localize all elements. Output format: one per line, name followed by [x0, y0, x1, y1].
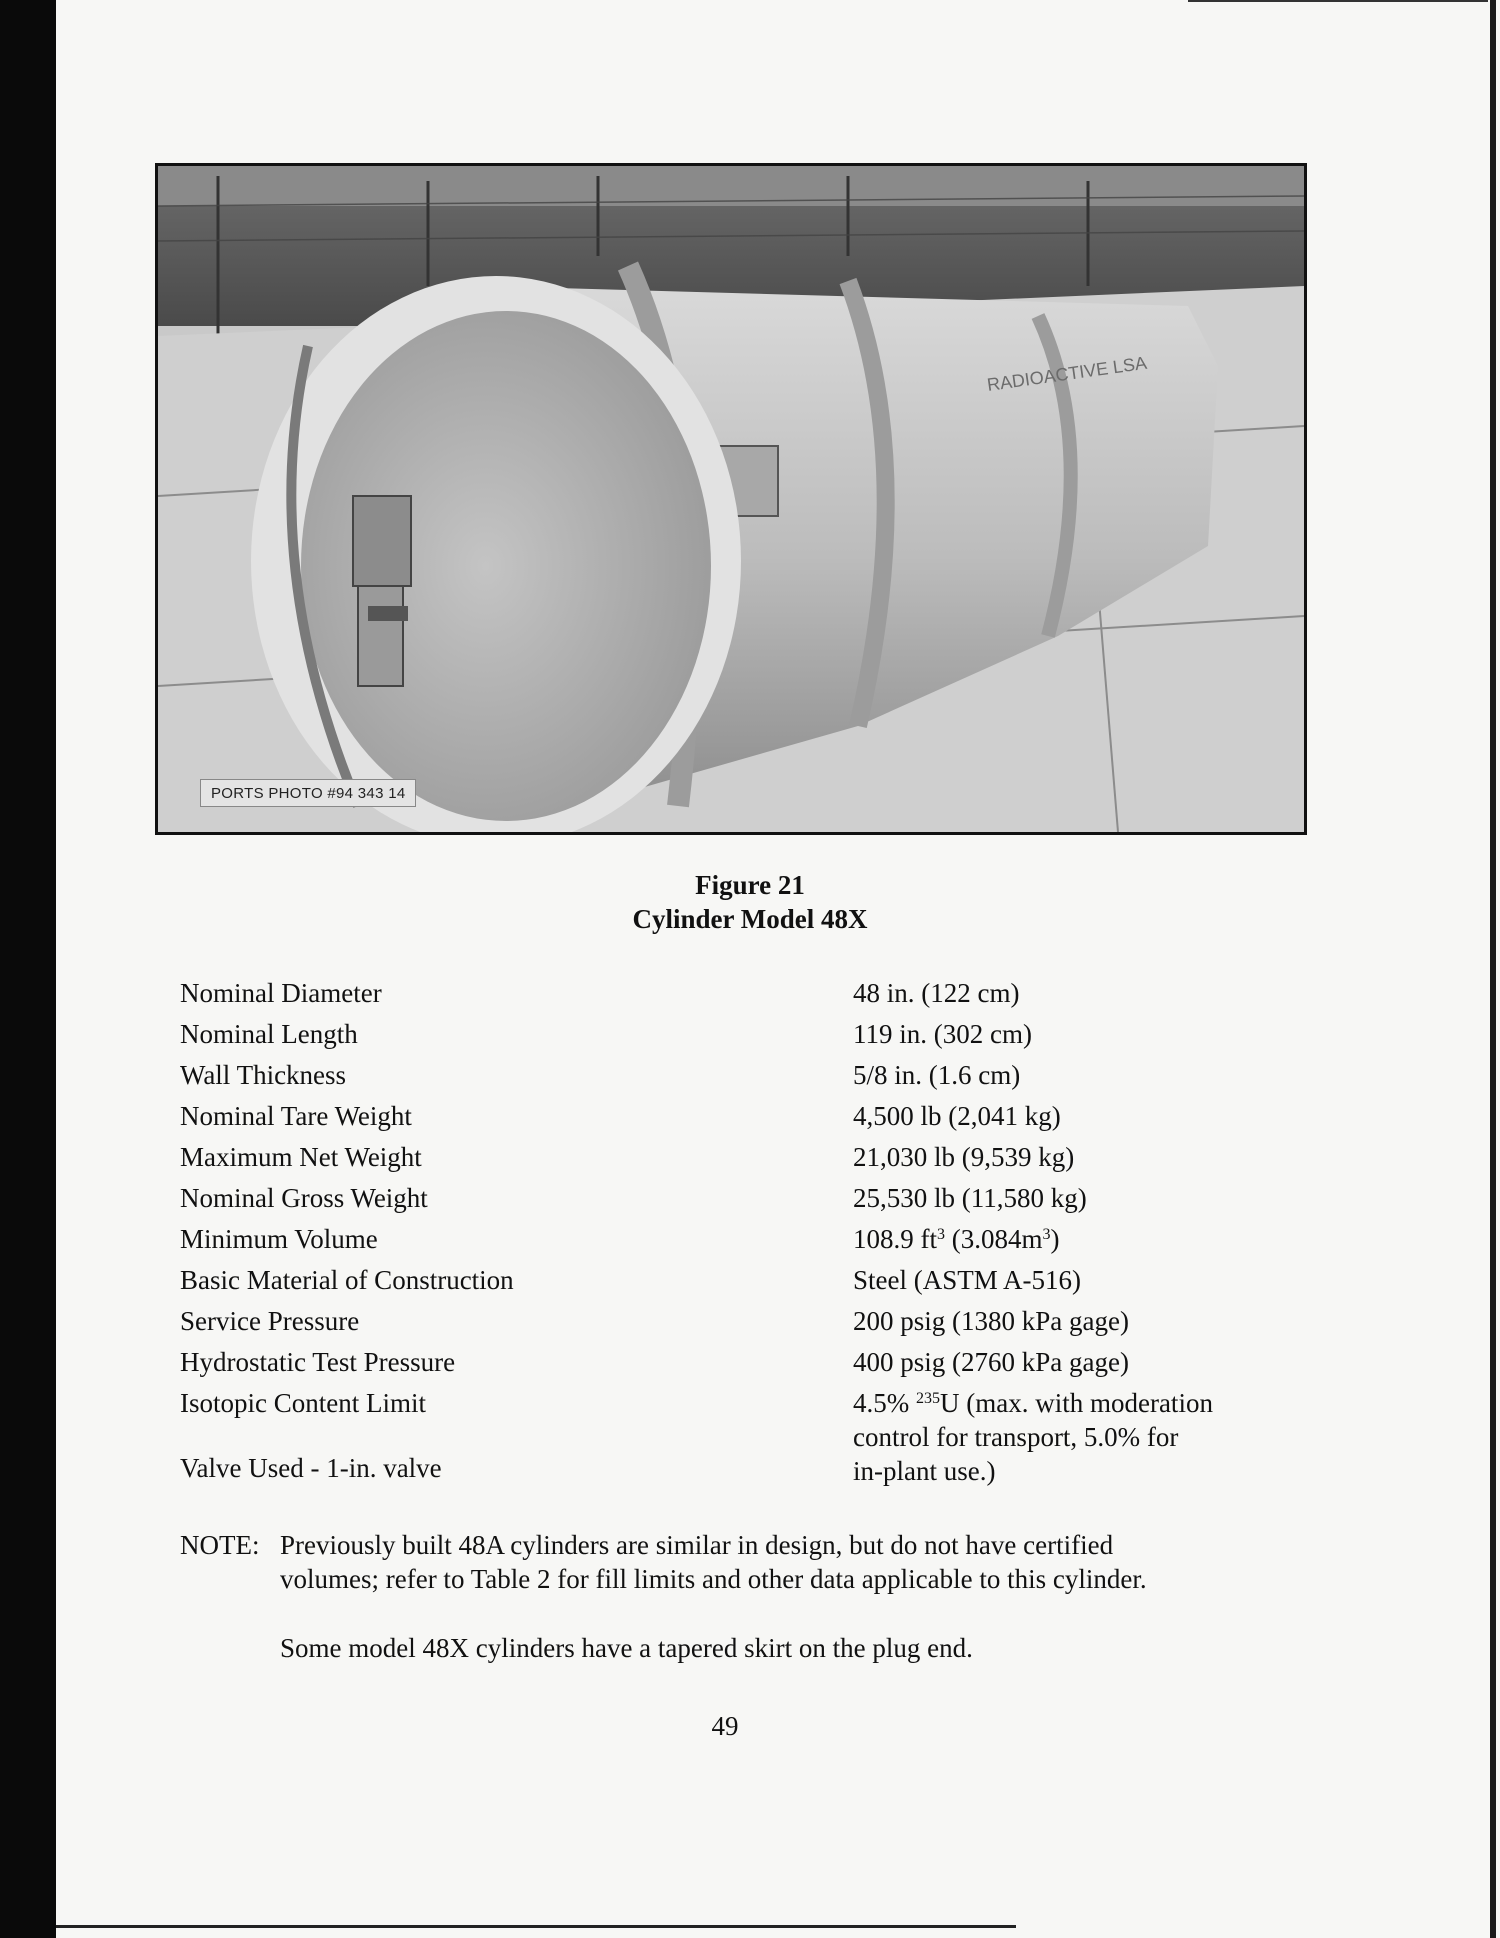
spec-label: Hydrostatic Test Pressure — [180, 1347, 456, 1377]
valve-label: Valve Used - 1-in. valve — [180, 1453, 442, 1483]
spec-row — [180, 1099, 1340, 1140]
spec-label: Service Pressure — [180, 1306, 360, 1336]
cylinder-photo — [155, 163, 1307, 835]
isotopic-percent: 4.5% — [853, 1388, 916, 1418]
spec-value: 48 in. (122 cm) — [853, 978, 1020, 1008]
note-line-2: volumes; refer to Table 2 for fill limits and other data applicable to this cylinder. — [280, 1564, 1147, 1594]
volume-m: (3.084m — [945, 1224, 1043, 1254]
spec-label: Wall Thickness — [180, 1060, 347, 1090]
spec-label: Nominal Length — [180, 1019, 358, 1049]
volume-m-exponent: 3 — [1042, 1226, 1051, 1243]
spec-row — [180, 1181, 1340, 1222]
cylinder-photo-illustration — [158, 166, 1304, 832]
spec-label: Nominal Tare Weight — [180, 1101, 412, 1131]
volume-ft-exponent: 3 — [937, 1226, 945, 1243]
figure-caption — [0, 868, 1500, 936]
spec-label: Minimum Volume — [180, 1224, 378, 1254]
note-tapered-skirt: Some model 48X cylinders have a tapered skirt on the plug end. — [280, 1633, 973, 1663]
spec-value: 21,030 lb (9,539 kg) — [853, 1142, 1075, 1172]
scan-bottom-edge — [56, 1925, 1016, 1928]
volume-close-paren: ) — [1050, 1224, 1060, 1254]
scan-right-border — [1490, 0, 1496, 1938]
spec-value-volume — [853, 1222, 1060, 1256]
spec-row — [180, 1140, 1340, 1181]
note-line-1: Previously built 48A cylinders are similar in design, but do not have certified — [280, 1530, 1114, 1560]
spec-value: 400 psig (2760 kPa gage) — [853, 1347, 1129, 1377]
spec-value: Steel (ASTM A-516) — [853, 1265, 1081, 1295]
scan-left-border — [0, 0, 56, 1938]
spec-row — [180, 1304, 1340, 1345]
spec-label: Nominal Diameter — [180, 978, 382, 1008]
isotopic-line-1: U (max. with moderation — [940, 1388, 1213, 1418]
isotopic-line-2: control for transport, 5.0% for — [853, 1422, 1179, 1452]
spec-value: 200 psig (1380 kPa gage) — [853, 1306, 1129, 1336]
figure-title: Cylinder Model 48X — [632, 904, 868, 934]
spec-row — [180, 1058, 1340, 1099]
spec-row — [180, 1017, 1340, 1058]
figure-number: Figure 21 — [695, 870, 805, 900]
spec-label: Basic Material of Construction — [180, 1265, 514, 1295]
isotopic-mass-number: 235 — [916, 1390, 940, 1407]
isotopic-line-3: in-plant use.) — [853, 1456, 996, 1486]
isotopic-value — [853, 1386, 1303, 1488]
spec-label: Nominal Gross Weight — [180, 1183, 428, 1213]
spec-value: 4,500 lb (2,041 kg) — [853, 1101, 1061, 1131]
note-label: NOTE: — [180, 1530, 260, 1560]
cylinder-stencil-text: RADIOACTIVE LSA — [985, 352, 1149, 395]
spec-value: 119 in. (302 cm) — [853, 1019, 1032, 1049]
spec-value: 25,530 lb (11,580 kg) — [853, 1183, 1087, 1213]
isotopic-label: Isotopic Content Limit — [180, 1388, 426, 1418]
scan-top-edge — [1188, 0, 1488, 2]
spec-row — [180, 1222, 1340, 1263]
spec-row — [180, 976, 1340, 1017]
photo-tag: PORTS PHOTO #94 343 14 — [200, 779, 416, 807]
spec-list — [180, 976, 1340, 1386]
spec-row — [180, 1263, 1340, 1304]
note-text — [280, 1528, 1310, 1596]
spec-row — [180, 1345, 1340, 1386]
page-number: 49 — [711, 1711, 739, 1741]
volume-ft: 108.9 ft — [853, 1224, 937, 1254]
spec-label: Maximum Net Weight — [180, 1142, 422, 1172]
spec-value: 5/8 in. (1.6 cm) — [853, 1060, 1021, 1090]
